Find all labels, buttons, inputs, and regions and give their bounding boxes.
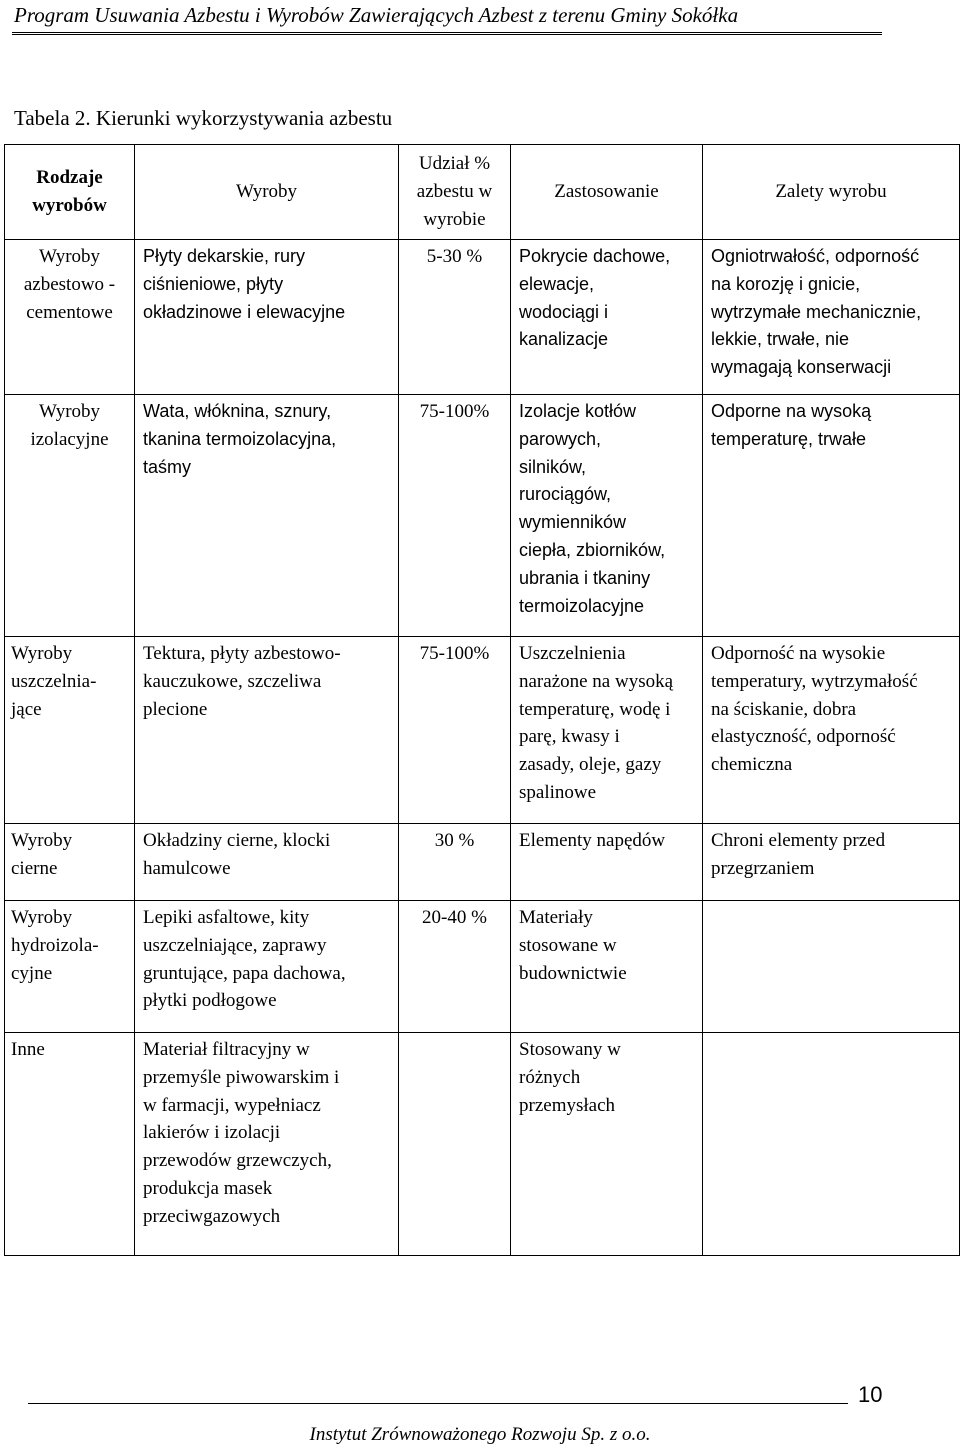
table-caption: Tabela 2. Kierunki wykorzystywania azbestu <box>14 106 393 130</box>
table-row <box>5 240 960 395</box>
column-header-usage: Zastosowanie <box>511 145 703 240</box>
usage-cell: Izolacje kotłów parowych, silników, rurociągów, wymienników ciepła, zbiorników, ubrania i tkaniny termoizolacyjne <box>511 394 703 636</box>
column-header-share: Udział % azbestu w wyrobie <box>399 145 511 240</box>
products-cell: Tektura, płyty azbestowo- kauczukowe, szczeliwa plecione <box>135 636 399 823</box>
share-cell: 75-100% <box>399 394 511 636</box>
advantages-cell: Odporne na wysoką temperaturę, trwałe <box>703 394 960 636</box>
share-cell: 20-40 % <box>399 900 511 1032</box>
share-cell: 30 % <box>399 823 511 900</box>
table-row <box>5 636 960 823</box>
column-header-advantages: Zalety wyrobu <box>703 145 960 240</box>
advantages-cell: Ogniotrwałość, odporność na korozję i gnicie, wytrzymałe mechanicznie, lekkie, trwałe, nie wymagają konserwacji <box>703 240 960 395</box>
share-cell <box>399 1032 511 1255</box>
running-header: Program Usuwania Azbestu i Wyrobów Zawierających Azbest z terenu Gminy Sokółka <box>14 3 739 27</box>
advantages-cell: Chroni elementy przed przegrzaniem <box>703 823 960 900</box>
usage-cell: Materiały stosowane w budownictwie <box>511 900 703 1032</box>
products-cell: Lepiki asfaltowe, kity uszczelniające, zaprawy gruntujące, papa dachowa, płytki podłogowe <box>135 900 399 1032</box>
share-cell: 75-100% <box>399 636 511 823</box>
type-cell: Wyroby izolacyjne <box>5 394 135 636</box>
table-row <box>5 900 960 1032</box>
advantages-cell <box>703 900 960 1032</box>
type-cell: Wyroby cierne <box>5 823 135 900</box>
column-header-products: Wyroby <box>135 145 399 240</box>
table-row <box>5 394 960 636</box>
products-cell: Okładziny cierne, klocki hamulcowe <box>135 823 399 900</box>
asbestus-usage-table <box>4 144 960 1256</box>
type-cell: Wyroby azbestowo - cementowe <box>5 240 135 395</box>
table-row <box>5 1032 960 1255</box>
products-cell: Wata, włóknina, sznury, tkanina termoizolacyjna, taśmy <box>135 394 399 636</box>
footer-institution: Instytut Zrównoważonego Rozwoju Sp. z o.o. <box>309 1424 651 1445</box>
products-cell: Materiał filtracyjny w przemyśle piwowarskim i w farmacji, wypełniacz lakierów i izolacji przewodów grzewczych, produkcja masek przeciwgazowych <box>135 1032 399 1255</box>
header-rule <box>12 32 882 35</box>
type-cell: Wyroby hydroizola- cyjne <box>5 900 135 1032</box>
advantages-cell: Odporność na wysokie temperatury, wytrzymałość na ściskanie, dobra elastyczność, odporność chemiczna <box>703 636 960 823</box>
usage-cell: Stosowany w różnych przemysłach <box>511 1032 703 1255</box>
usage-cell: Pokrycie dachowe, elewacje, wodociągi i kanalizacje <box>511 240 703 395</box>
type-cell: Wyroby uszczelnia- jące <box>5 636 135 823</box>
share-cell: 5-30 % <box>399 240 511 395</box>
page-number: 10 <box>858 1382 883 1407</box>
usage-cell: Elementy napędów <box>511 823 703 900</box>
footer-rule <box>28 1403 848 1404</box>
advantages-cell <box>703 1032 960 1255</box>
table-row <box>5 823 960 900</box>
products-cell: Płyty dekarskie, rury ciśnieniowe, płyty okładzinowe i elewacyjne <box>135 240 399 395</box>
table-header-row <box>5 145 960 240</box>
usage-cell: Uszczelnienia narażone na wysoką temperaturę, wodę i parę, kwasy i zasady, oleje, gazy spalinowe <box>511 636 703 823</box>
type-cell: Inne <box>5 1032 135 1255</box>
column-header-types: Rodzaje wyrobów <box>5 145 135 240</box>
